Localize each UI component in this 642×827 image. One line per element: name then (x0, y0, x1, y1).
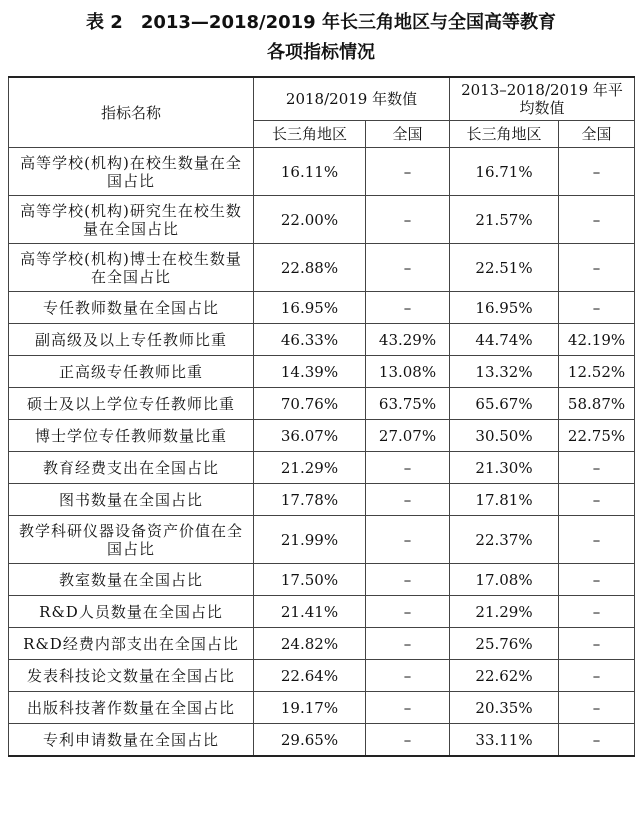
indicator-name-cell: 硕士及以上学位专任教师比重 (9, 388, 254, 420)
table-row (9, 292, 635, 324)
subheader-national-average: 全国 (559, 121, 635, 148)
yrd-2018-value-cell: 16.95% (254, 292, 366, 324)
table-row (9, 356, 635, 388)
yrd-average-value-cell: 20.35% (450, 692, 559, 724)
national-average-value-cell: 12.52% (559, 356, 635, 388)
yrd-average-value-cell: 21.29% (450, 596, 559, 628)
national-2018-value-cell: – (366, 148, 450, 196)
national-2018-value-cell: – (366, 596, 450, 628)
yrd-2018-value-cell: 29.65% (254, 724, 366, 757)
yrd-average-value-cell: 22.37% (450, 516, 559, 564)
table-row (9, 724, 635, 757)
yrd-average-value-cell: 16.71% (450, 148, 559, 196)
national-average-value-cell: – (559, 660, 635, 692)
table-body (9, 148, 635, 757)
national-2018-value-cell: – (366, 692, 450, 724)
national-2018-value-cell: 13.08% (366, 356, 450, 388)
national-average-value-cell: – (559, 484, 635, 516)
national-2018-value-cell: – (366, 660, 450, 692)
table-row (9, 628, 635, 660)
indicator-name-cell: 图书数量在全国占比 (9, 484, 254, 516)
yrd-average-value-cell: 25.76% (450, 628, 559, 660)
national-2018-value-cell: 63.75% (366, 388, 450, 420)
subheader-national-2018: 全国 (366, 121, 450, 148)
yrd-2018-value-cell: 36.07% (254, 420, 366, 452)
header-indicator-name: 指标名称 (9, 77, 254, 148)
indicator-name-cell: 正高级专任教师比重 (9, 356, 254, 388)
header-group-2018-2019: 2018/2019 年数值 (254, 77, 450, 121)
indicator-name-cell: 教育经费支出在全国占比 (9, 452, 254, 484)
national-2018-value-cell: – (366, 196, 450, 244)
table-row (9, 324, 635, 356)
national-2018-value-cell: – (366, 244, 450, 292)
national-average-value-cell: – (559, 292, 635, 324)
indicator-name-cell: 博士学位专任教师数量比重 (9, 420, 254, 452)
table-row (9, 516, 635, 564)
yrd-2018-value-cell: 19.17% (254, 692, 366, 724)
national-2018-value-cell: 43.29% (366, 324, 450, 356)
yrd-average-value-cell: 33.11% (450, 724, 559, 757)
yrd-2018-value-cell: 21.29% (254, 452, 366, 484)
indicator-name-cell: 教室数量在全国占比 (9, 564, 254, 596)
indicator-name-cell: 高等学校(机构)研究生在校生数量在全国占比 (9, 196, 254, 244)
national-2018-value-cell: – (366, 484, 450, 516)
table-row (9, 452, 635, 484)
national-average-value-cell: – (559, 452, 635, 484)
table-row (9, 148, 635, 196)
indicator-name-cell: R&D人员数量在全国占比 (9, 596, 254, 628)
subheader-yrd-2018: 长三角地区 (254, 121, 366, 148)
yrd-average-value-cell: 21.30% (450, 452, 559, 484)
indicator-name-cell: 高等学校(机构)在校生数量在全国占比 (9, 148, 254, 196)
national-average-value-cell: – (559, 196, 635, 244)
national-2018-value-cell: 27.07% (366, 420, 450, 452)
national-2018-value-cell: – (366, 292, 450, 324)
national-average-value-cell: 58.87% (559, 388, 635, 420)
national-average-value-cell: – (559, 628, 635, 660)
national-average-value-cell: – (559, 596, 635, 628)
yrd-average-value-cell: 21.57% (450, 196, 559, 244)
table-row (9, 692, 635, 724)
indicator-name-cell: 出版科技著作数量在全国占比 (9, 692, 254, 724)
table-row (9, 660, 635, 692)
national-average-value-cell: – (559, 564, 635, 596)
table-row (9, 388, 635, 420)
subheader-yrd-average: 长三角地区 (450, 121, 559, 148)
national-2018-value-cell: – (366, 564, 450, 596)
yrd-average-value-cell: 16.95% (450, 292, 559, 324)
indicator-name-cell: 高等学校(机构)博士在校生数量在全国占比 (9, 244, 254, 292)
table-row (9, 196, 635, 244)
yrd-average-value-cell: 44.74% (450, 324, 559, 356)
table-row (9, 244, 635, 292)
yrd-average-value-cell: 17.81% (450, 484, 559, 516)
table-row (9, 564, 635, 596)
indicator-name-cell: 教学科研仪器设备资产价值在全国占比 (9, 516, 254, 564)
national-2018-value-cell: – (366, 516, 450, 564)
national-average-value-cell: – (559, 692, 635, 724)
national-average-value-cell: – (559, 148, 635, 196)
yrd-2018-value-cell: 46.33% (254, 324, 366, 356)
yrd-2018-value-cell: 17.78% (254, 484, 366, 516)
yrd-2018-value-cell: 22.88% (254, 244, 366, 292)
national-average-value-cell: – (559, 724, 635, 757)
indicator-name-cell: 发表科技论文数量在全国占比 (9, 660, 254, 692)
table-row (9, 484, 635, 516)
table-title-line1: 表 2 2013—2018/2019 年长三角地区与全国高等教育 (86, 12, 556, 33)
yrd-average-value-cell: 17.08% (450, 564, 559, 596)
yrd-2018-value-cell: 14.39% (254, 356, 366, 388)
yrd-2018-value-cell: 17.50% (254, 564, 366, 596)
yrd-average-value-cell: 65.67% (450, 388, 559, 420)
national-average-value-cell: 22.75% (559, 420, 635, 452)
yrd-2018-value-cell: 21.41% (254, 596, 366, 628)
indicator-name-cell: 副高级及以上专任教师比重 (9, 324, 254, 356)
table-title-line2: 各项指标情况 (267, 42, 375, 63)
yrd-average-value-cell: 30.50% (450, 420, 559, 452)
indicator-name-cell: 专利申请数量在全国占比 (9, 724, 254, 757)
table-row (9, 596, 635, 628)
national-2018-value-cell: – (366, 452, 450, 484)
yrd-2018-value-cell: 70.76% (254, 388, 366, 420)
yrd-2018-value-cell: 24.82% (254, 628, 366, 660)
yrd-2018-value-cell: 22.64% (254, 660, 366, 692)
national-average-value-cell: – (559, 516, 635, 564)
table-row (9, 420, 635, 452)
indicator-name-cell: 专任教师数量在全国占比 (9, 292, 254, 324)
national-average-value-cell: – (559, 244, 635, 292)
yrd-average-value-cell: 13.32% (450, 356, 559, 388)
indicator-name-cell: R&D经费内部支出在全国占比 (9, 628, 254, 660)
yrd-2018-value-cell: 16.11% (254, 148, 366, 196)
table-title (0, 8, 642, 68)
yrd-2018-value-cell: 21.99% (254, 516, 366, 564)
national-2018-value-cell: – (366, 724, 450, 757)
yrd-average-value-cell: 22.51% (450, 244, 559, 292)
indicator-table (8, 76, 635, 757)
national-average-value-cell: 42.19% (559, 324, 635, 356)
yrd-average-value-cell: 22.62% (450, 660, 559, 692)
national-2018-value-cell: – (366, 628, 450, 660)
yrd-2018-value-cell: 22.00% (254, 196, 366, 244)
header-group-average: 2013–2018/2019 年平均数值 (450, 77, 635, 121)
